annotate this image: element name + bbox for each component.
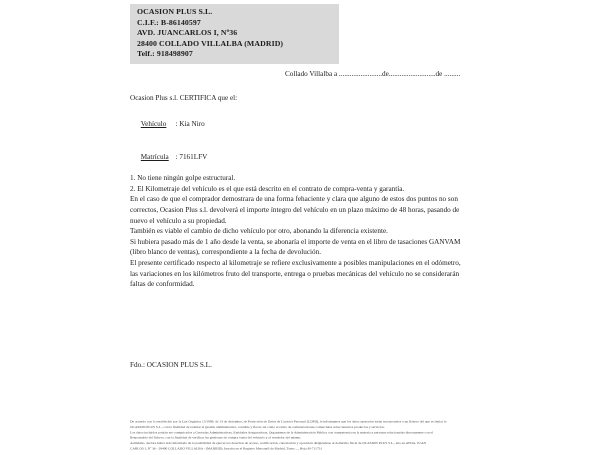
legal-footer-line: CARLOS I, Nº 36 - 28400 COLLADO VILLALBA - (MADRID). Inscrita en el Registro Mercantil de Madrid, Tomo ..., Hoja M-711731 xyxy=(130,446,323,451)
signature-line: Fdo.: OCASION PLUS S.L. xyxy=(130,361,212,369)
vehicle-row xyxy=(130,109,468,141)
paragraph-odometer-disclaimer: El presente certificado respecto al kilometraje se refiere exclusivamente a posibles manipulaciones en el odómetro, las variaciones en los kilómetros fruto del transporte, entrega o pruebas mecánicas del vehículo no se considerarán faltas de conformidad. xyxy=(130,258,461,289)
plate-row xyxy=(130,141,468,173)
document-body xyxy=(130,93,468,290)
point-mileage: 2. El Kilometraje del vehículo es el que está descrito en el contrato de compra-venta y garantía. xyxy=(130,184,405,193)
legal-footer-line: Responsable del fichero, con la finalidad de verificar las gestiones de compra venta del vehículo y al vendedor del mismo. xyxy=(130,435,302,440)
certify-line: Ocasion Plus s.l. CERTIFICA que el: xyxy=(130,94,238,102)
plate-value: : 7161LFV xyxy=(173,152,208,161)
date-line: Collado Villalba a ........................de..........................de ......... xyxy=(285,70,461,78)
letterhead-address: AVD. JUANCARLOS I, Nº36 xyxy=(137,28,238,38)
legal-footer-line: Los datos incluidos podrán ser comunicados a Gestorías Administrativas, Entidades Aseguradoras, Organismos de la Administración Pública con competencia en la materia y personas relacionadas directamente con el xyxy=(130,430,433,435)
paragraph-vehicle-exchange: También es viable el cambio de dicho vehículo por otro, abonando la diferencia existente. xyxy=(130,227,388,236)
letterhead-phone: Telf.: 918498907 xyxy=(137,49,193,59)
vehicle-label: Vehículo xyxy=(140,120,167,129)
legal-footer-line: Asimismo, declara haber sido informado de la posibilidad de ejercer los derechos de acceso, rectificación, cancelación y oposición dirigiéndose al domicilio fiscal de OCASION PLUS S.L., sito en AVDA. JUAN xyxy=(130,441,426,446)
paragraph-refund-guarantee: En el caso de que el comprador demostrara de una forma fehaciente y clara que alguno de estos dos puntos no son correctos, Ocasion Plus s.l. devolverá el importe íntegro del vehículo en un plazo máximo de 48 horas, pasando de nuevo el vehículo a su propiedad. xyxy=(130,195,460,225)
letterhead xyxy=(130,4,339,64)
letterhead-cif: C.I.F.: B-86140597 xyxy=(137,17,201,27)
plate-label: Matrícula xyxy=(140,152,169,161)
legal-footer-line: De acuerdo con lo establecido por la Ley Orgánica 15/1999, de 13 de diciembre, de Protección de Datos de Carácter Personal (LOPD), le informamos que los datos aportados serán incorporados a un fichero del que es titular la xyxy=(130,419,447,424)
letterhead-company-name: OCASION PLUS S.L. xyxy=(137,7,213,16)
paragraph-ganvam-valuation: Si hubiera pasado más de 1 año desde la venta, se abonaría el importe de venta en el libro de tasaciones GANVAM (libro blanco de ventas), correspondiente a la fecha de devolución. xyxy=(130,237,461,257)
vehicle-value: : Kia Niro xyxy=(173,120,205,129)
legal-footer xyxy=(130,419,476,451)
point-structural-damage: 1. No tiene ningún golpe estructural. xyxy=(130,174,236,183)
letterhead-city: 28400 COLLADO VILLALBA (MADRID) xyxy=(137,38,284,48)
legal-footer-line: OCASION PLUS S.L., con la finalidad de realizar la gestión administrativa, contable y fiscal, así como el envío de comunicaciones comerciales sobre nuestros productos y servicios. xyxy=(130,424,385,429)
